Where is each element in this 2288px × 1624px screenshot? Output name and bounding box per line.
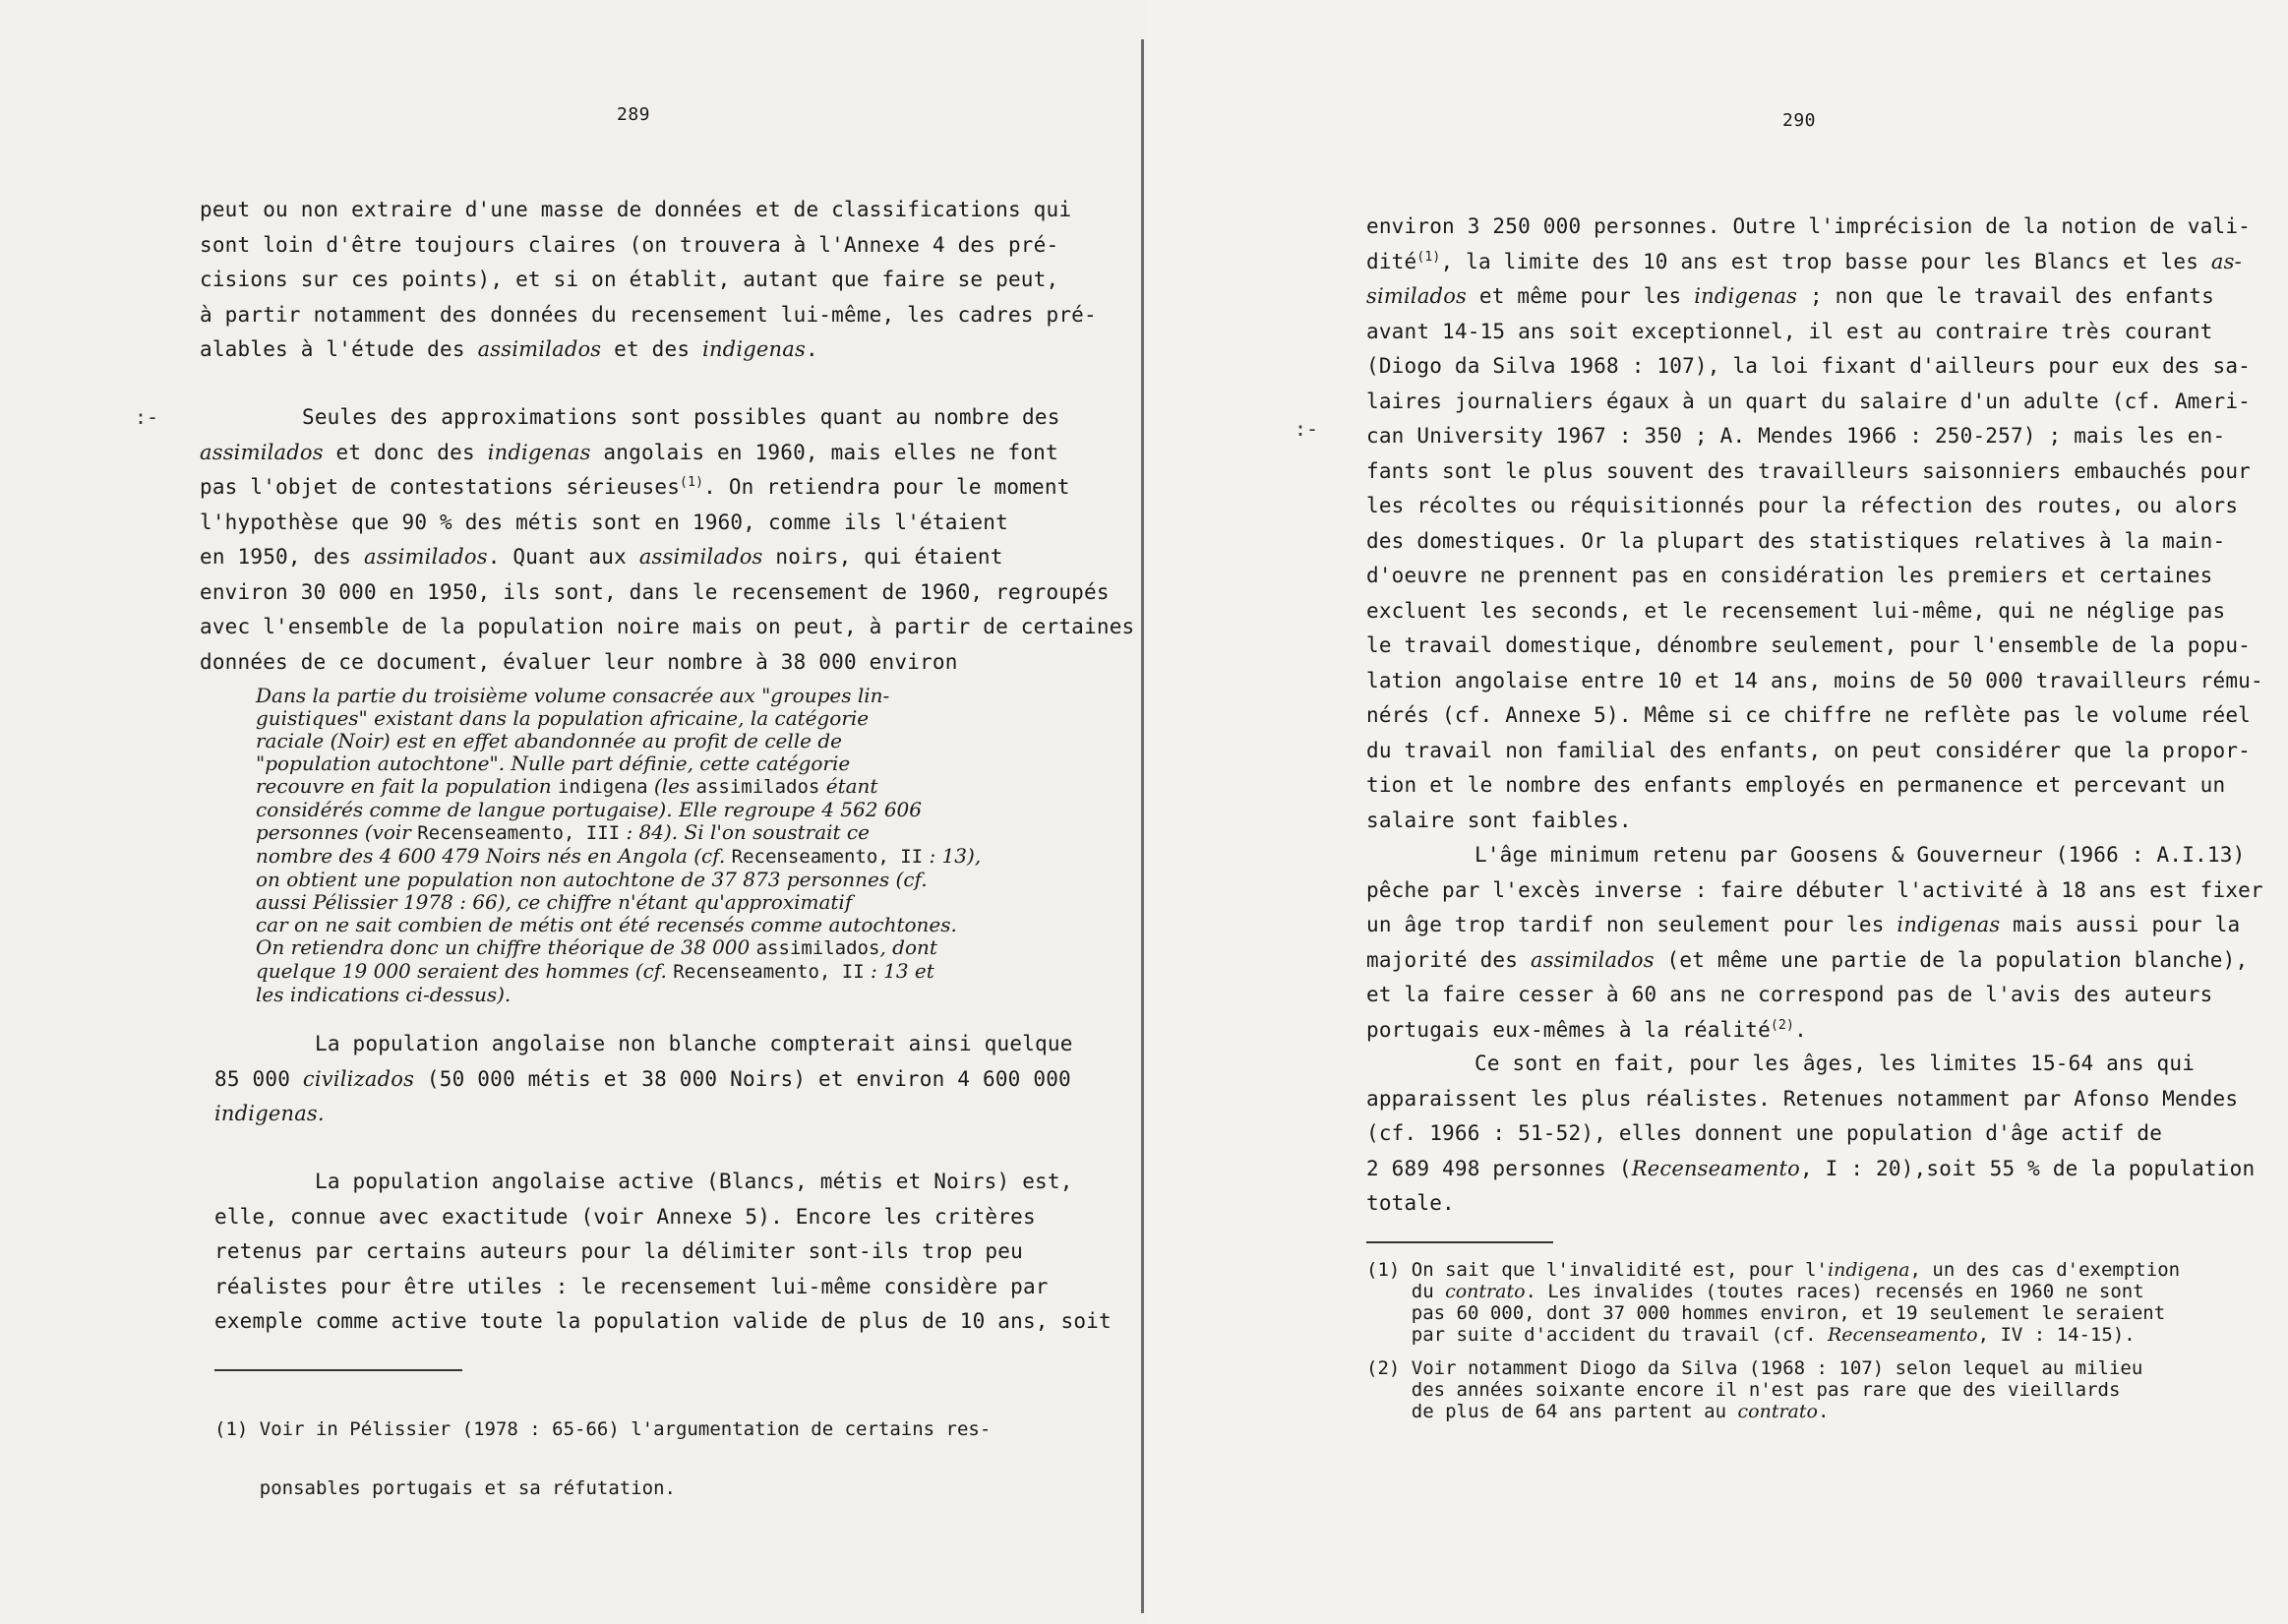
italic-term: contrato xyxy=(1737,1401,1818,1422)
footnote-ref: (2) xyxy=(1770,1017,1795,1033)
footnote-line: (2) Voir notamment Diogo da Silva (1968 : 107) selon lequel au milieu xyxy=(1366,1357,2143,1379)
text-line: totale. xyxy=(1366,1191,1455,1215)
text-run: un âge trop tardif non seulement pour les xyxy=(1366,913,1897,936)
text-line: l'hypothèse que 90 % des métis sont en 1960, comme ils l'étaient xyxy=(200,510,1008,534)
paragraph-3 xyxy=(214,1027,1073,1132)
text-run: dité xyxy=(1366,249,1417,273)
text-run: ; non que le travail des enfants xyxy=(1797,284,2214,308)
page-right xyxy=(1145,0,2288,1624)
text-run: du xyxy=(1366,1281,1446,1302)
text-run: quelque 19 000 seraient des hommes (cf. xyxy=(256,959,674,983)
text-line xyxy=(214,1062,1073,1098)
paragraph-1 xyxy=(200,193,1097,368)
text-run: . Quant aux xyxy=(487,545,639,569)
text-run: noirs, qui étaient xyxy=(762,545,1003,569)
footnote-line: des années soixante encore il n'est pas rare que des vieillards xyxy=(1366,1379,2121,1401)
text-line: environ 3 250 000 personnes. Outre l'imprécision de la notion de vali- xyxy=(1366,214,2252,238)
text-line: can University 1967 : 350 ; A. Mendes 1966 : 250-257) ; mais les en- xyxy=(1366,424,2226,448)
upright-term: Recenseamento, III xyxy=(417,822,621,844)
text-run: de plus de 64 ans partent au xyxy=(1366,1401,1738,1422)
text-line: fants sont le plus souvent des travailleurs saisonniers embauchés pour xyxy=(1366,458,2252,483)
text-run: 85 000 xyxy=(214,1066,303,1091)
margin-mark: :- xyxy=(135,405,159,429)
footnote-ref: (1) xyxy=(680,475,704,490)
paragraph-2 xyxy=(1366,838,2263,1048)
text-line xyxy=(1366,908,2263,943)
italic-term: civilizados xyxy=(302,1066,415,1091)
italic-term: Recenseamento xyxy=(1828,1324,1978,1346)
text-line: tion et le nombre des enfants employés en permanence et percevant un xyxy=(1366,773,2226,797)
upright-term: Recenseamento, II xyxy=(731,846,924,868)
footnote-rule xyxy=(214,1369,462,1371)
italic-term: indigenas xyxy=(487,440,591,464)
text-run: angolais en 1960, mais elles ne font xyxy=(590,440,1058,464)
footnotes xyxy=(1366,1259,2180,1434)
text-line: retenus par certains auteurs pour la délimiter sont-ils trop peu xyxy=(214,1239,1023,1263)
text-line: réalistes pour être utiles : le recensement lui-même considère par xyxy=(214,1274,1049,1298)
upright-term: Recenseamento, II xyxy=(673,961,865,983)
italic-term: as- xyxy=(2210,249,2242,273)
paragraph-1 xyxy=(1366,210,2263,838)
text-line: Seules des approximations sont possibles quant au nombre des xyxy=(302,405,1060,429)
text-line xyxy=(1366,279,2263,315)
text-line xyxy=(1366,245,2263,280)
italic-term: assimilados xyxy=(363,545,488,569)
quote-line xyxy=(256,775,981,799)
italic-term: assimilados xyxy=(477,337,602,361)
text-line: peut ou non extraire d'une masse de données et de classifications qui xyxy=(200,198,1072,221)
text-run: . xyxy=(1817,1401,1830,1422)
text-run: recouvre en fait la population xyxy=(256,774,559,798)
text-run: mais aussi pour la xyxy=(2000,913,2241,936)
footnote-line: ponsables portugais et sa réfutation. xyxy=(214,1477,676,1499)
text-run: par suite d'accident du travail (cf. xyxy=(1366,1324,1828,1346)
page-number: 289 xyxy=(617,104,651,125)
text-run: et des xyxy=(601,337,703,361)
text-line: La population angolaise non blanche compterait ainsi quelque xyxy=(315,1032,1073,1055)
text-line: (cf. 1966 : 51-52), elles donnent une population d'âge actif de xyxy=(1366,1121,2163,1145)
text-run: , dont xyxy=(879,935,937,959)
text-line: apparaissent les plus réalistes. Retenues notamment par Afonso Mendes xyxy=(1366,1086,2239,1111)
text-line xyxy=(1366,1152,2255,1187)
text-run: en 1950, des xyxy=(200,545,364,569)
text-line: pêche par l'excès inverse : faire débuter l'activité à 18 ans est fixer xyxy=(1366,877,2263,902)
italic-term: indigenas xyxy=(1897,913,2001,936)
text-run: et donc des xyxy=(323,440,488,464)
text-run: , la limite des 10 ans est trop basse pour les Blancs et les xyxy=(1440,249,2211,273)
text-line xyxy=(1366,1013,2263,1049)
text-line: le travail domestique, dénombre seulement, pour l'ensemble de la popu- xyxy=(1366,633,2252,657)
italic-term: assimilados xyxy=(1530,947,1655,972)
footnote-rule xyxy=(1366,1241,1553,1243)
footnote-line xyxy=(1366,1401,2180,1422)
text-line: elle, connue avec exactitude (voir Annexe 5). Encore les critères xyxy=(214,1204,1036,1229)
text-line: avec l'ensemble de la population noire mais on peut, à partir de certaines xyxy=(200,615,1135,638)
text-line: exemple comme active toute la population valide de plus de 10 ans, soit xyxy=(214,1309,1112,1333)
footnote-line xyxy=(1366,1281,2180,1302)
footnote-line xyxy=(1366,1324,2180,1346)
footnote-1 xyxy=(1366,1259,2180,1346)
text-line: environ 30 000 en 1950, ils sont, dans le recensement de 1960, regroupés xyxy=(200,579,1110,604)
text-run: (et même une partie de la population blanche), xyxy=(1654,947,2249,972)
italic-term: indigenas xyxy=(1694,284,1798,308)
text-run: pas l'objet de contestations sérieuses xyxy=(200,475,681,499)
text-run: portugais eux-mêmes à la réalité xyxy=(1366,1017,1771,1042)
quote-line: aussi Pélissier 1978 : 66), ce chiffre n'étant qu'approximatif xyxy=(256,890,853,914)
text-run: , IV : 14-15). xyxy=(1977,1324,2136,1346)
italic-term: indigenas xyxy=(702,337,806,361)
italic-term: assimilados xyxy=(638,545,763,569)
text-line: sont loin d'être toujours claires (on trouvera à l'Annexe 4 des pré- xyxy=(200,232,1059,257)
footnote-2 xyxy=(1366,1357,2180,1422)
text-line: Ce sont en fait, pour les âges, les limites 15-64 ans qui xyxy=(1475,1052,2196,1075)
text-run: 2 689 498 personnes ( xyxy=(1366,1156,1632,1180)
text-run: : 13), xyxy=(923,844,982,868)
paragraph-3 xyxy=(1366,1047,2255,1222)
text-line xyxy=(200,540,1134,575)
text-run: (les xyxy=(647,774,696,798)
text-run: personnes (voir xyxy=(256,820,418,844)
text-line: salaire sont faibles. xyxy=(1366,808,1632,832)
italic-term: Recenseamento xyxy=(1631,1156,1800,1180)
footnote-line: (1) Voir in Pélissier (1978 : 65-66) l'argumentation de certains res- xyxy=(214,1418,992,1440)
footnote-ref: (1) xyxy=(1416,249,1441,265)
text-run: (50 000 métis et 38 000 Noirs) et environ 4 600 000 xyxy=(414,1066,1071,1091)
text-line: du travail non familial des enfants, on peut considérer que la propor- xyxy=(1366,738,2252,762)
text-line: L'âge minimum retenu par Goosens & Gouverneur (1966 : A.I.13) xyxy=(1475,843,2246,867)
text-run: : 84). Si l'on soustrait ce xyxy=(620,820,870,844)
italic-term: similados xyxy=(1366,284,1468,308)
text-line: d'oeuvre ne prennent pas en considération les premiers et certaines xyxy=(1366,564,2213,587)
text-line: lation angolaise entre 10 et 14 ans, moins de 50 000 travailleurs rému- xyxy=(1366,668,2263,692)
quote-line xyxy=(256,936,981,960)
text-line: nérés (cf. Annexe 5). Même si ce chiffre ne reflète pas le volume réel xyxy=(1366,703,2252,727)
quote-line xyxy=(256,845,981,869)
text-line: des domestiques. Or la plupart des statistiques relatives à la main- xyxy=(1366,528,2226,553)
text-line: données de ce document, évaluer leur nombre à 38 000 environ xyxy=(200,649,958,674)
text-line: indigenas. xyxy=(214,1102,325,1125)
text-run: . On retiendra pour le moment xyxy=(703,475,1070,499)
quote-line: on obtient une population non autochtone de 37 873 personnes (cf. xyxy=(256,868,928,891)
upright-term: assimilados xyxy=(695,776,820,798)
quote-line: Dans la partie du troisième volume consacrée aux "groupes lin- xyxy=(256,684,890,707)
upright-term: assimilados xyxy=(755,937,880,959)
margin-mark: :- xyxy=(1295,417,1319,441)
text-line: laires journaliers égaux à un quart du salaire d'un adulte (cf. Ameri- xyxy=(1366,389,2252,413)
quote-line: les indications ci-dessus). xyxy=(256,983,512,1006)
text-line: à partir notamment des données du recensement lui-même, les cadres pré- xyxy=(200,302,1097,327)
text-line: les récoltes ou réquisitionnés pour la réfection des routes, ou alors xyxy=(1366,494,2239,517)
text-run: On retiendra donc un chiffre théorique de 38 000 xyxy=(256,935,756,959)
text-line xyxy=(200,436,1134,471)
text-line: cisions sur ces points), et si on établit, autant que faire se peut, xyxy=(200,268,1059,291)
text-run: et même pour les xyxy=(1467,284,1695,308)
quote-line: "population autochtone". Nulle part définie, cette catégorie xyxy=(256,752,851,775)
quote-line: guistiques" existant dans la population africaine, la catégorie xyxy=(256,706,870,730)
text-run: . xyxy=(1794,1017,1807,1042)
text-line xyxy=(200,470,1134,506)
text-run: étant xyxy=(819,774,878,798)
page-fold xyxy=(1141,39,1144,1613)
text-run: . xyxy=(805,337,818,361)
italic-term: indigena xyxy=(1828,1259,1910,1281)
text-line xyxy=(1366,943,2263,979)
text-line: excluent les seconds, et le recensement lui-même, qui ne néglige pas xyxy=(1366,598,2226,623)
text-run: nombre des 4 600 479 Noirs nés en Angola (cf. xyxy=(256,844,732,868)
text-line xyxy=(200,332,1097,368)
quote-line xyxy=(256,821,981,845)
text-run: (1) On sait que l'invalidité est, pour l' xyxy=(1366,1259,1828,1281)
upright-term: indigena xyxy=(558,776,648,798)
quote-line: car on ne sait combien de métis ont été recensés comme autochtones. xyxy=(256,913,957,936)
italic-term: assimilados xyxy=(200,440,324,464)
paragraph-4 xyxy=(214,1165,1112,1340)
footnote-line: pas 60 000, dont 37 000 hommes environ, et 19 seulement le seraient xyxy=(1366,1302,2166,1324)
indented-quote xyxy=(256,685,981,1006)
text-run: alables à l'étude des xyxy=(200,337,478,361)
text-run: , I : 20),soit 55 % de la population xyxy=(1799,1156,2256,1180)
text-run: . Les invalides (toutes races) recensés en 1960 ne sont xyxy=(1525,1281,2144,1302)
page-number: 290 xyxy=(1782,110,1817,131)
text-run: : 13 et xyxy=(864,959,934,983)
paragraph-2 xyxy=(200,400,1134,680)
text-line: avant 14-15 ans soit exceptionnel, il est au contraire très courant xyxy=(1366,319,2213,343)
footnote-line xyxy=(1366,1259,2180,1281)
text-run: , un des cas d'exemption xyxy=(1909,1259,2181,1281)
quote-line: considérés comme de langue portugaise). Elle regroupe 4 562 606 xyxy=(256,798,922,821)
italic-term: contrato xyxy=(1445,1281,1526,1302)
quote-line: raciale (Noir) est en effet abandonnée au profit de celle de xyxy=(256,729,842,752)
text-line: La population angolaise active (Blancs, métis et Noirs) est, xyxy=(315,1170,1073,1193)
text-line: (Diogo da Silva 1968 : 107), la loi fixant d'ailleurs pour eux des sa- xyxy=(1366,354,2252,378)
text-line: et la faire cesser à 60 ans ne correspond pas de l'avis des auteurs xyxy=(1366,983,2213,1006)
footnotes xyxy=(214,1381,991,1536)
quote-line xyxy=(256,960,981,984)
text-run: majorité des xyxy=(1366,947,1531,972)
